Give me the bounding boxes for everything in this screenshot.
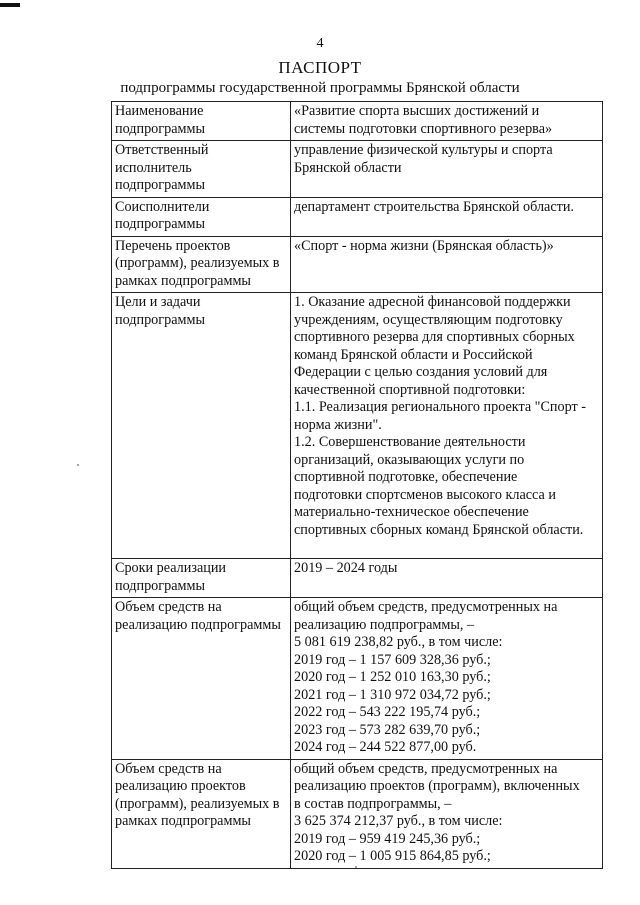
scan-speck: [77, 464, 79, 466]
label-line: рамках подпрограммы: [115, 813, 251, 829]
value-line: учреждениям, осуществляющим подготовку: [294, 311, 563, 328]
label-line: исполнитель: [115, 159, 192, 176]
document-subtitle: подпрограммы государственной программы Брянской области: [120, 80, 520, 96]
row-value: [291, 559, 603, 598]
value-line: 1.1. Реализация регионального проекта "Спорт -: [294, 399, 587, 415]
row-value: [291, 598, 603, 760]
value-line: 2023 год – 573 282 639,70 руб.;: [294, 721, 481, 738]
label-line: Объем средств на: [115, 760, 222, 777]
label-line: рамках подпрограммы: [115, 272, 251, 289]
value-line: Брянской области: [294, 159, 402, 176]
value-line: 5 081 619 238,82 руб., в том числе:: [294, 634, 503, 650]
value-line: спортивной подготовке, обеспечение: [294, 469, 518, 485]
value-line: общий объем средств, предусмотренных на: [294, 599, 558, 615]
label-line: Соисполнители: [115, 198, 210, 215]
table-row-funding: [112, 598, 603, 760]
value-line: реализацию подпрограммы, –: [294, 616, 475, 633]
page-edge-mark: [0, 3, 20, 7]
value-line: реализацию проектов (программ), включенных: [294, 778, 580, 794]
table-row-goals: [112, 293, 603, 559]
blank-line: [294, 539, 599, 556]
value-line: спортивных сборных команд Брянской области.: [294, 521, 584, 538]
value-line: качественной спортивной подготовки:: [294, 381, 526, 398]
value-line: департамент строительства Брянской области.: [294, 198, 574, 215]
row-value: [291, 293, 603, 559]
label-line: (программ), реализуемых в: [115, 255, 280, 271]
row-label: [112, 598, 291, 760]
value-line: общий объем средств, предусмотренных на: [294, 760, 558, 777]
label-line: Ответственный: [115, 142, 209, 158]
table-row-name: [112, 102, 603, 141]
row-value: [291, 236, 603, 293]
value-line: материально-техническое обеспечение: [294, 504, 529, 520]
label-line: (программ), реализуемых в: [115, 795, 280, 812]
row-label: [112, 102, 291, 141]
passport-table: [111, 101, 603, 869]
row-label: [112, 293, 291, 559]
table-row-period: [112, 559, 603, 598]
row-label: [112, 759, 291, 868]
value-line: 1. Оказание адресной финансовой поддержки: [294, 294, 571, 310]
row-label: [112, 197, 291, 236]
table-row-projects: [112, 236, 603, 293]
row-label: [112, 236, 291, 293]
value-line: 3 625 374 212,37 руб., в том числе:: [294, 813, 503, 829]
row-value: [291, 759, 603, 868]
value-line: в состав подпрограммы, –: [294, 795, 452, 812]
value-line: «Спорт - норма жизни (Брянская область)»: [294, 237, 554, 254]
value-line: спортивного резерва для спортивных сборных: [294, 329, 575, 345]
value-line: 2020 год – 1 252 010 163,30 руб.;: [294, 669, 491, 685]
value-line: 2022 год – 543 222 195,74 руб.;: [294, 704, 481, 720]
table-row-coexecutors: [112, 197, 603, 236]
value-line: подготовки спортсменов высокого класса и: [294, 486, 556, 503]
page-number: 4: [316, 36, 324, 51]
row-value: [291, 102, 603, 141]
label-line: подпрограммы: [115, 216, 205, 232]
value-line: Федерации с целью создания условий для: [294, 364, 548, 380]
label-line: Наименование: [115, 103, 204, 119]
value-line: 2019 год – 1 157 609 328,36 руб.;: [294, 651, 491, 668]
value-line: 2024 год – 244 522 877,00 руб.: [294, 739, 477, 755]
row-label: [112, 559, 291, 598]
label-line: Перечень проектов: [115, 237, 231, 254]
label-line: подпрограммы: [115, 311, 205, 328]
label-line: реализацию подпрограммы: [115, 616, 281, 633]
value-line: 2021 год – 1 310 972 034,72 руб.;: [294, 686, 491, 703]
label-line: Объем средств на: [115, 599, 222, 615]
value-line: 2019 год – 959 419 245,36 руб.;: [294, 830, 481, 847]
value-line: организаций, оказывающих услуги по: [294, 451, 525, 468]
label-line: подпрограммы: [115, 177, 205, 193]
row-value: [291, 141, 603, 198]
value-line: норма жизни".: [294, 416, 382, 433]
row-value: [291, 197, 603, 236]
value-line: 2019 – 2024 годы: [294, 560, 398, 576]
value-line: системы подготовки спортивного резерва»: [294, 120, 553, 137]
value-line: 1.2. Совершенствование деятельности: [294, 434, 526, 450]
value-line: «Развитие спорта высших достижений и: [294, 103, 540, 119]
value-line: 2020 год – 1 005 915 864,85 руб.;: [294, 848, 491, 864]
label-line: подпрограммы: [115, 577, 205, 594]
value-line: команд Брянской области и Российской: [294, 346, 533, 363]
row-label: [112, 141, 291, 198]
label-line: подпрограммы: [115, 120, 205, 137]
label-line: Цели и задачи: [115, 294, 201, 310]
table-row-project-funding: [112, 759, 603, 868]
table-row-executor: [112, 141, 603, 198]
label-line: Сроки реализации: [115, 560, 227, 576]
label-line: реализацию проектов: [115, 778, 246, 794]
document-title: ПАСПОРТ: [278, 58, 362, 77]
value-line: управление физической культуры и спорта: [294, 142, 553, 158]
